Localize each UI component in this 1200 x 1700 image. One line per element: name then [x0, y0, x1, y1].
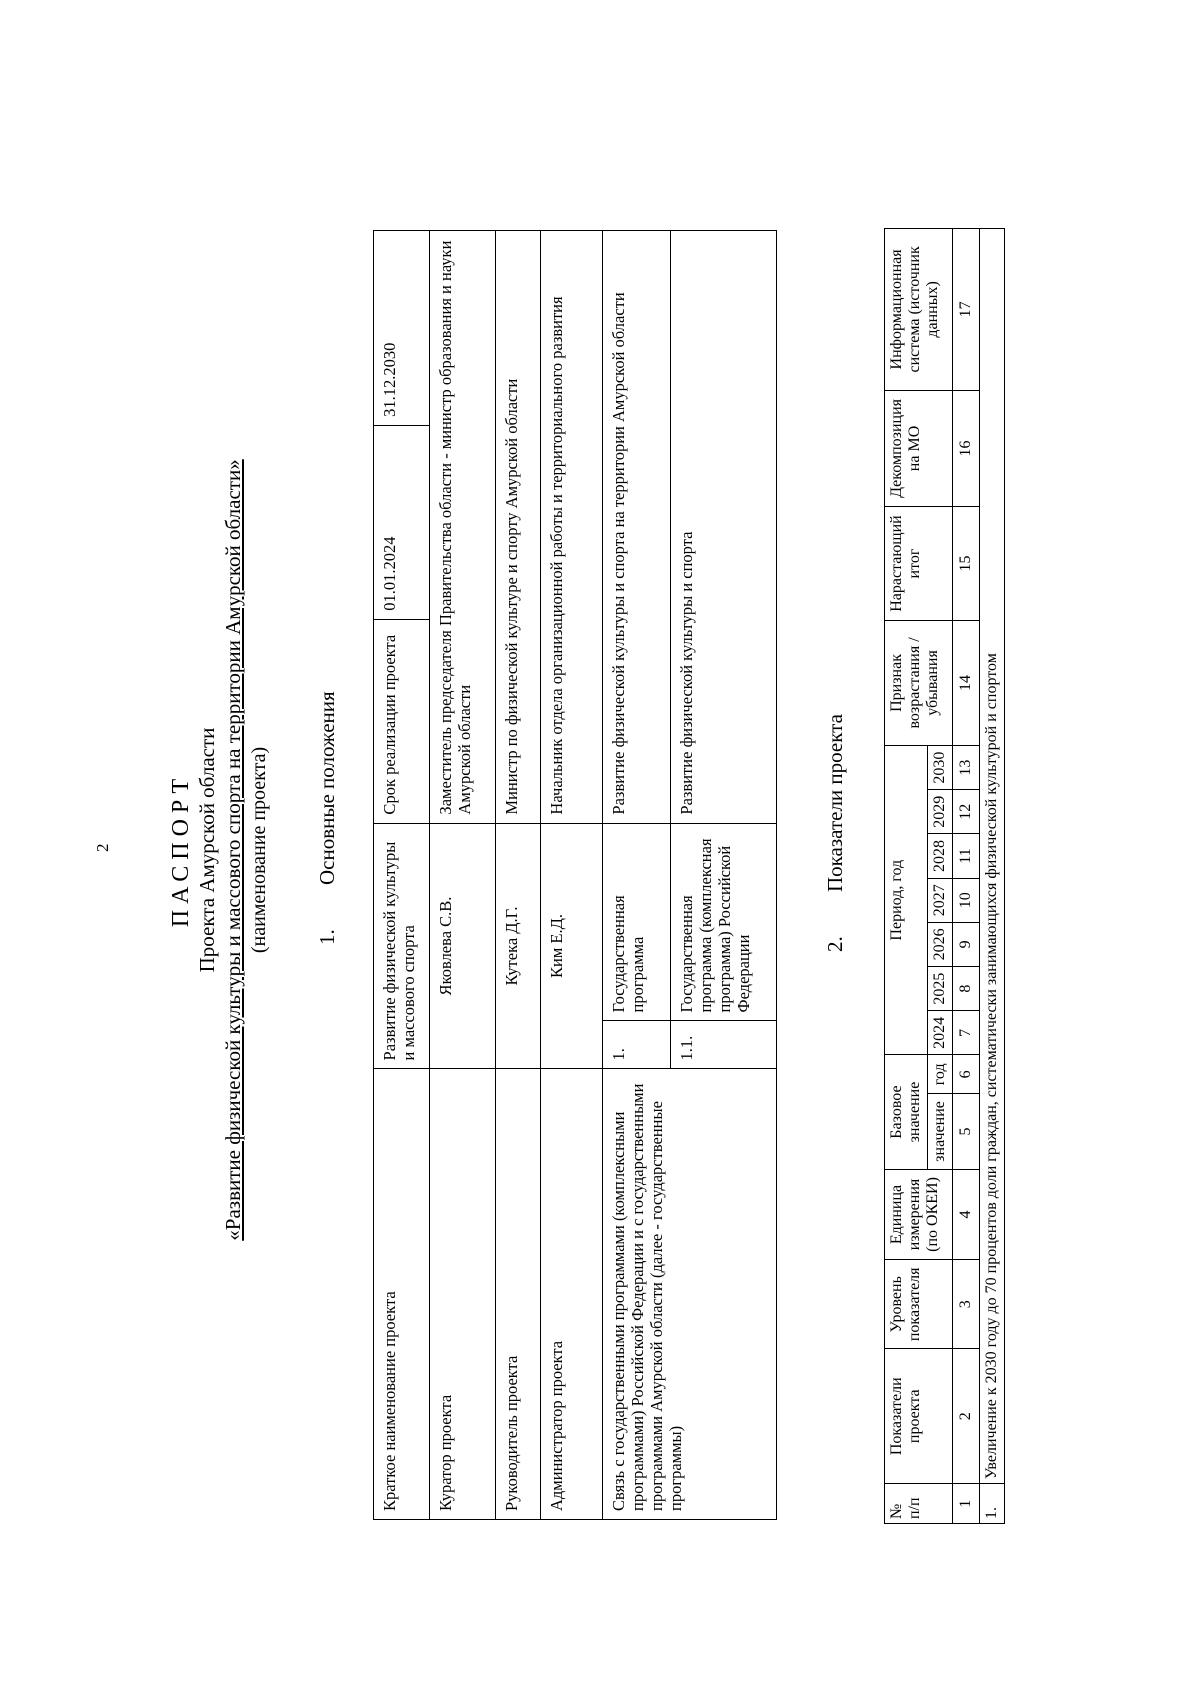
document-subtitle: Проекта Амурской области — [195, 727, 219, 973]
program-2-number: 1.1. — [671, 1021, 777, 1069]
year-header: 2029 — [928, 790, 953, 834]
document-title: ПАСПОРТ — [168, 772, 194, 928]
table-row — [374, 231, 430, 1520]
page-number: 2 — [93, 843, 112, 852]
section-2-heading — [823, 714, 848, 952]
column-index: 14 — [953, 620, 980, 745]
passport-title-block — [168, 0, 272, 1700]
column-index: 11 — [953, 834, 980, 878]
section-1-heading — [315, 691, 340, 945]
program-1-type: Государственная программа — [603, 823, 671, 1021]
project-name: «Развитие физической культуры и массового спорта на территории Амурской области» — [221, 459, 245, 1241]
head-position: Министр по физической культуре и спорту Амурской области — [496, 231, 541, 824]
col-header-level: Уровень показателя — [885, 1260, 953, 1349]
column-index: 8 — [953, 967, 980, 1011]
column-index: 17 — [953, 229, 980, 391]
col-header-period: Период, год — [885, 745, 928, 1054]
col-header-cumulative: Нарастающий итог — [885, 507, 953, 621]
column-index: 12 — [953, 790, 980, 834]
column-index: 1 — [953, 1484, 980, 1524]
column-index: 7 — [953, 1011, 980, 1055]
year-header: 2026 — [928, 922, 953, 966]
column-index: 6 — [953, 1055, 980, 1094]
column-index: 13 — [953, 745, 980, 789]
col-header-indicators: Показатели проекта — [885, 1349, 953, 1484]
col-header-base-value: значение — [928, 1094, 953, 1169]
goal-text: Увеличение к 2030 году до 70 процентов доли граждан, систематически занимающихся физической культурой и спортом — [980, 229, 1005, 1484]
column-index: 3 — [953, 1260, 980, 1349]
year-header: 2030 — [928, 745, 953, 789]
column-index: 2 — [953, 1349, 980, 1484]
head-label: Руководитель проекта — [496, 1069, 541, 1520]
goal-number: 1. — [980, 1484, 1005, 1524]
column-index-row — [953, 229, 980, 1524]
section-1-number: 1. — [315, 929, 339, 945]
column-index: 4 — [953, 1169, 980, 1260]
col-header-base: Базовое значение — [885, 1055, 928, 1169]
year-header: 2027 — [928, 878, 953, 922]
column-index: 16 — [953, 390, 980, 506]
head-name: Кутека Д.Г. — [496, 823, 541, 1069]
project-name-caption: (наименование проекта) — [248, 746, 270, 954]
program-1-name: Развитие физической культуры и спорта на территории Амурской области — [603, 231, 671, 824]
column-index: 10 — [953, 878, 980, 922]
section-2-title: Показатели проекта — [823, 714, 847, 892]
project-indicators-table — [884, 228, 1005, 1524]
curator-position: Заместитель председателя Правительства области - министр образования и науки Амурской области — [430, 231, 496, 824]
term-label: Срок реализации проекта — [374, 619, 430, 823]
term-start: 01.01.2024 — [374, 425, 430, 619]
year-header: 2028 — [928, 834, 953, 878]
short-name-value: Развитие физической культуры и массового спорта — [374, 823, 430, 1069]
program-2-type: Государственная программа (комплексная программа) Российской Федерации — [671, 823, 777, 1021]
admin-label: Администратор проекта — [541, 1069, 603, 1520]
column-index: 9 — [953, 922, 980, 966]
col-header-info-system: Информационная система (источник данных) — [885, 229, 953, 391]
short-name-label: Краткое наименование проекта — [374, 1069, 430, 1520]
column-index: 5 — [953, 1094, 980, 1169]
section-2-number: 2. — [823, 936, 847, 952]
col-header-sign: Признак возрастания / убывания — [885, 620, 953, 745]
table-row — [496, 231, 541, 1520]
main-provisions-table — [373, 230, 777, 1520]
program-2-name: Развитие физической культуры и спорта — [671, 231, 777, 824]
year-header: 2025 — [928, 967, 953, 1011]
col-header-base-year: год — [928, 1055, 953, 1094]
table-row — [541, 231, 603, 1520]
col-header-unit: Единица измерения (по ОКЕИ) — [885, 1169, 953, 1260]
programs-link-label: Связь с государственными программами (комплексными программами) Российской Федерации и с государственными программами Амурской области (далее - государственные программы) — [603, 1069, 777, 1520]
admin-name: Ким Е.Д. — [541, 823, 603, 1069]
curator-label: Куратор проекта — [430, 1069, 496, 1520]
col-header-num: № п/п — [885, 1484, 953, 1524]
year-header: 2024 — [928, 1011, 953, 1055]
section-1-title: Основные положения — [315, 691, 339, 885]
curator-name: Яковлева С.В. — [430, 823, 496, 1069]
admin-position: Начальник отдела организационной работы и территориального развития — [541, 231, 603, 824]
col-header-decomposition: Декомпозиция на МО — [885, 390, 953, 506]
goal-row — [980, 229, 1005, 1524]
column-index: 15 — [953, 507, 980, 621]
program-1-number: 1. — [603, 1021, 671, 1069]
table-header-row — [885, 229, 928, 1524]
table-row — [430, 231, 496, 1520]
table-row — [603, 231, 671, 1520]
term-end: 31.12.2030 — [374, 231, 430, 426]
